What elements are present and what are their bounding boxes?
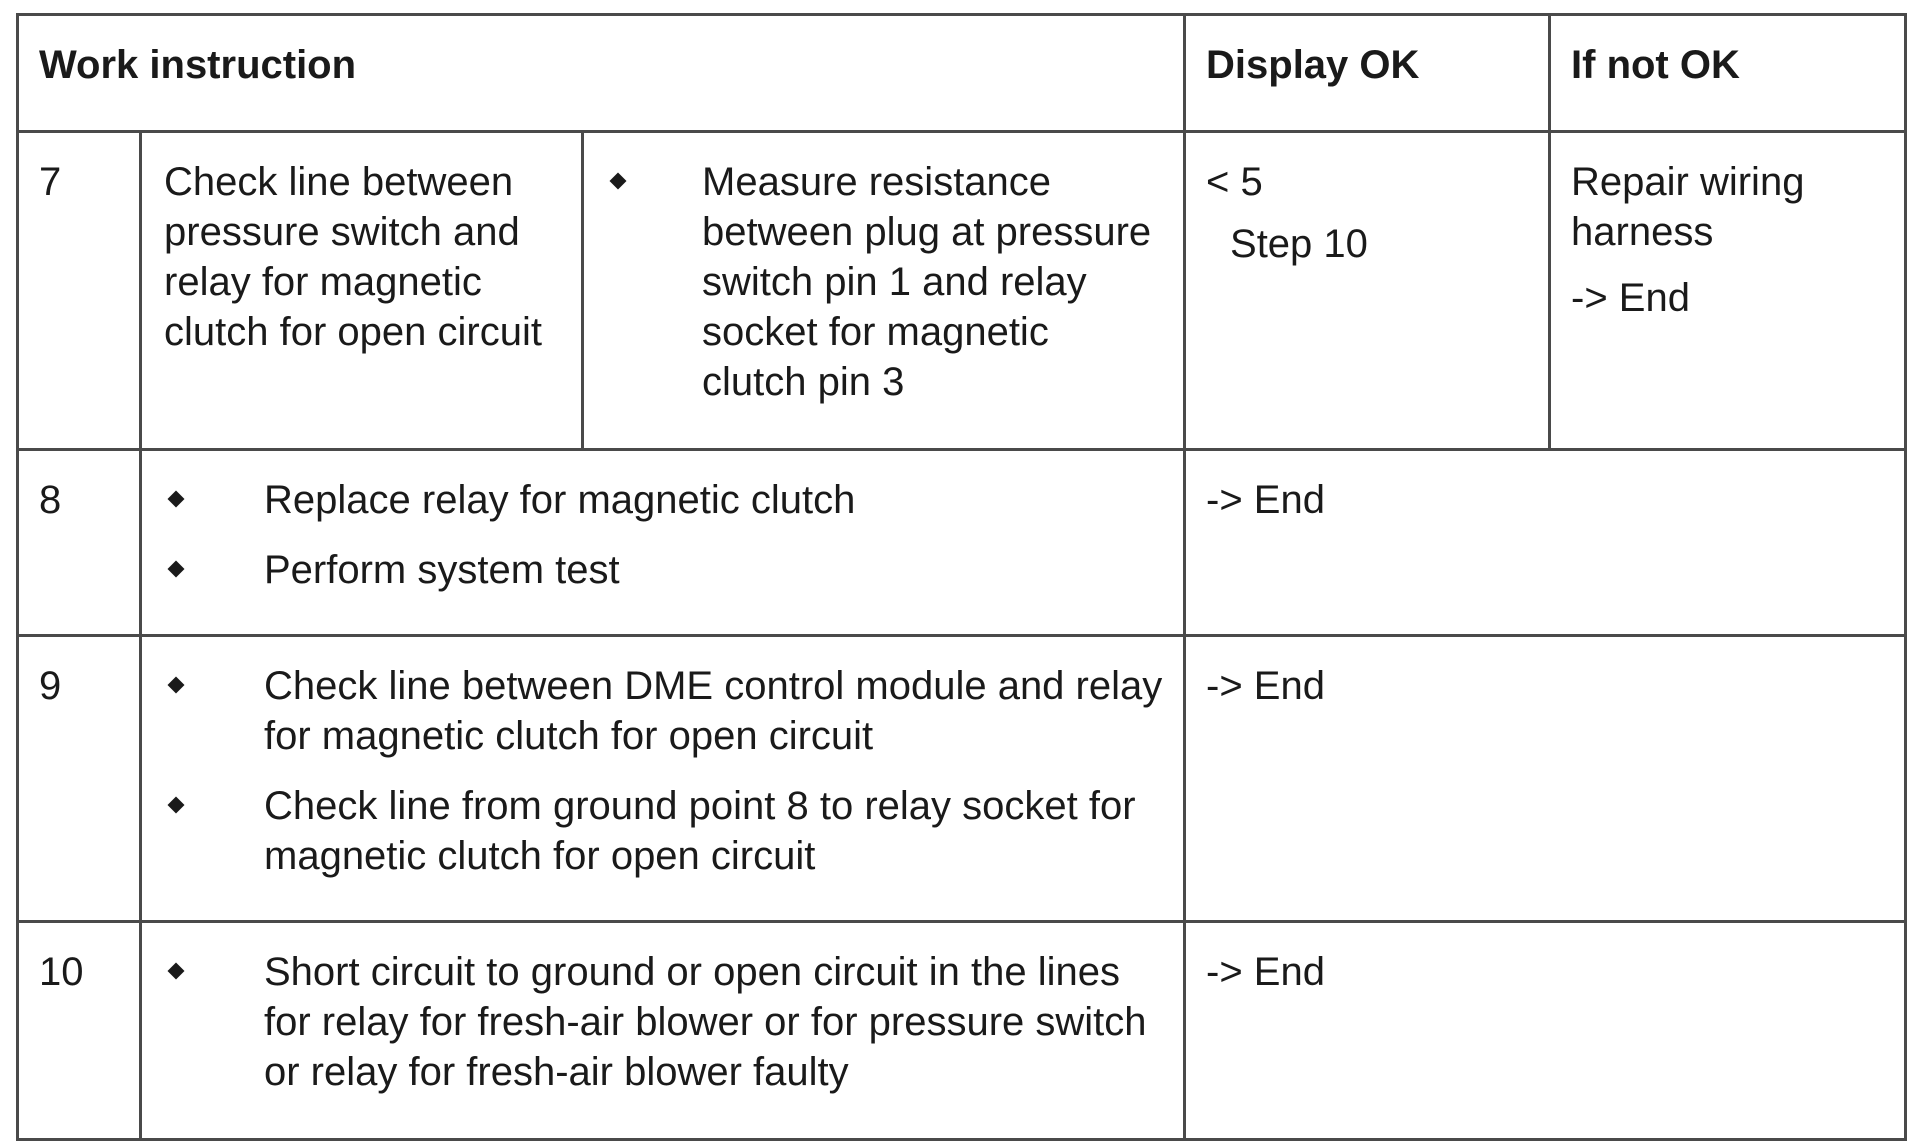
header-if-not-ok: If not OK xyxy=(1550,15,1906,132)
step-number: 8 xyxy=(18,450,141,636)
display-ok-cell: -> End xyxy=(1185,636,1906,922)
instruction-cell xyxy=(141,636,1185,922)
table-header-row xyxy=(18,15,1906,132)
work-instruction-table xyxy=(16,13,1907,1141)
check-description: Check line between pressure switch and relay for magnetic clutch for open circuit xyxy=(141,132,583,450)
table-row xyxy=(18,132,1906,450)
display-ok-cell: -> End xyxy=(1185,922,1906,1140)
instruction-cell xyxy=(141,922,1185,1140)
step-number: 9 xyxy=(18,636,141,922)
header-display-ok: Display OK xyxy=(1185,15,1550,132)
table-row xyxy=(18,636,1906,922)
list-item: Replace relay for magnetic clutch xyxy=(264,478,856,522)
display-ok-cell: -> End xyxy=(1185,450,1906,636)
list-item: Short circuit to ground or open circuit in the lines for relay for fresh-air blower or for pressure switch or relay for fresh-air blower faulty xyxy=(264,950,1147,1094)
header-work-instruction: Work instruction xyxy=(18,15,1185,132)
display-ok-cell: < 5 Step 10 xyxy=(1185,132,1550,450)
list-item: Measure resistance between plug at pressure switch pin 1 and relay socket for magnetic clutch pin 3 xyxy=(702,160,1152,404)
step-number: 10 xyxy=(18,922,141,1140)
list-item: Perform system test xyxy=(264,548,620,592)
instruction-cell xyxy=(583,132,1185,450)
table-row xyxy=(18,450,1906,636)
step-number: 7 xyxy=(18,132,141,450)
list-item: Check line between DME control module and relay for magnetic clutch for open circuit xyxy=(264,664,1163,758)
table-row xyxy=(18,922,1906,1140)
instruction-cell xyxy=(141,450,1185,636)
list-item: Check line from ground point 8 to relay socket for magnetic clutch for open circuit xyxy=(264,784,1136,878)
if-not-ok-cell: Repair wiring harness -> End xyxy=(1550,132,1906,450)
